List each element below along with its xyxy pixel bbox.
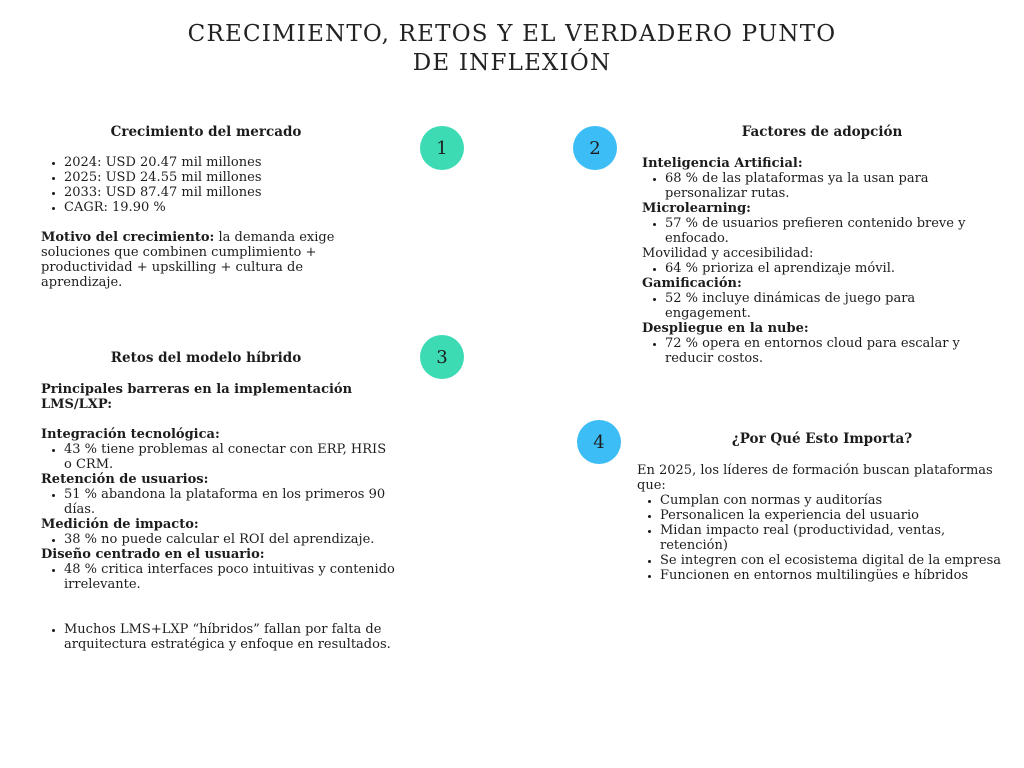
- section-2-heading: Factores de adopción: [741, 124, 903, 140]
- page-title-line2: DE INFLEXIÓN: [412, 50, 612, 76]
- barrier-label: Diseño centrado en el usuario:: [41, 547, 265, 562]
- barrier-label: Retención de usuarios:: [41, 472, 209, 487]
- page-title-line1: CRECIMIENTO, RETOS Y EL VERDADERO PUNTO: [187, 21, 837, 47]
- barrier-label: Medición de impacto:: [41, 517, 199, 532]
- section-4-number-badge: 4: [577, 420, 621, 464]
- section-adoption-factors: [642, 125, 1002, 366]
- section-2-number-badge: 2: [573, 126, 617, 170]
- section-market-growth: [41, 125, 371, 290]
- list-item: • 48 % critica interfaces poco intuitivas y contenido irrelevante.: [64, 562, 396, 592]
- list-item: • 2033: USD 87.47 mil millones: [64, 185, 371, 200]
- list-item: • 57 % de usuarios prefieren contenido breve y enfocado.: [665, 216, 1002, 246]
- barrier-label: Integración tecnológica:: [41, 427, 220, 442]
- list-item: • Midan impacto real (productividad, ventas, retención): [660, 523, 1007, 553]
- list-item: • 2024: USD 20.47 mil millones: [64, 155, 371, 170]
- why-list: [637, 493, 1007, 583]
- section-3-heading: Retos del modelo híbrido: [110, 350, 302, 366]
- page-title: [120, 20, 904, 78]
- factor-label: Despliegue en la nube:: [642, 321, 809, 336]
- factor-label: Gamificación:: [642, 276, 742, 291]
- section-why-it-matters: [637, 432, 1007, 583]
- list-item: • 43 % tiene problemas al conectar con ERP, HRIS o CRM.: [64, 442, 396, 472]
- list-item: • 51 % abandona la plataforma en los primeros 90 días.: [64, 487, 396, 517]
- why-intro: En 2025, los líderes de formación buscan plataformas que:: [637, 463, 993, 493]
- factor-label: Microlearning:: [642, 201, 751, 216]
- section-1-number-badge: 1: [420, 126, 464, 170]
- growth-reason: [41, 230, 371, 290]
- list-item: • 68 % de las plataformas ya la usan para personalizar rutas.: [665, 171, 1002, 201]
- section-hybrid-challenges: [41, 351, 396, 652]
- list-item: • 64 % prioriza el aprendizaje móvil.: [665, 261, 1002, 276]
- list-item: • CAGR: 19.90 %: [64, 200, 371, 215]
- challenges-intro: Principales barreras en la implementación LMS/LXP:: [41, 382, 353, 412]
- list-item: • Funcionen en entornos multilingües e híbridos: [660, 568, 1007, 583]
- factor-label: Inteligencia Artificial:: [642, 156, 803, 171]
- section-1-heading: Crecimiento del mercado: [110, 124, 302, 140]
- section-4-heading: ¿Por Qué Esto Importa?: [731, 431, 913, 447]
- growth-list: [41, 155, 371, 215]
- list-item: • 72 % opera en entornos cloud para escalar y reducir costos.: [665, 336, 1002, 366]
- list-item: • 52 % incluye dinámicas de juego para engagement.: [665, 291, 1002, 321]
- growth-reason-text: la demanda exige soluciones que combinen cumplimiento + productividad + upskilling + cultura de aprendizaje.: [41, 230, 335, 290]
- growth-reason-label: Motivo del crecimiento:: [41, 230, 215, 245]
- list-item: • Personalicen la experiencia del usuario: [660, 508, 1007, 523]
- list-item: • Muchos LMS+LXP “híbridos” fallan por falta de arquitectura estratégica y enfoque en resultados.: [64, 622, 396, 652]
- section-3-number-badge: 3: [420, 335, 464, 379]
- list-item: • 2025: USD 24.55 mil millones: [64, 170, 371, 185]
- list-item: • 38 % no puede calcular el ROI del aprendizaje.: [64, 532, 396, 547]
- factor-label: Movilidad y accesibilidad:: [642, 246, 814, 261]
- list-item: • Cumplan con normas y auditorías: [660, 493, 1007, 508]
- list-item: • Se integren con el ecosistema digital de la empresa: [660, 553, 1007, 568]
